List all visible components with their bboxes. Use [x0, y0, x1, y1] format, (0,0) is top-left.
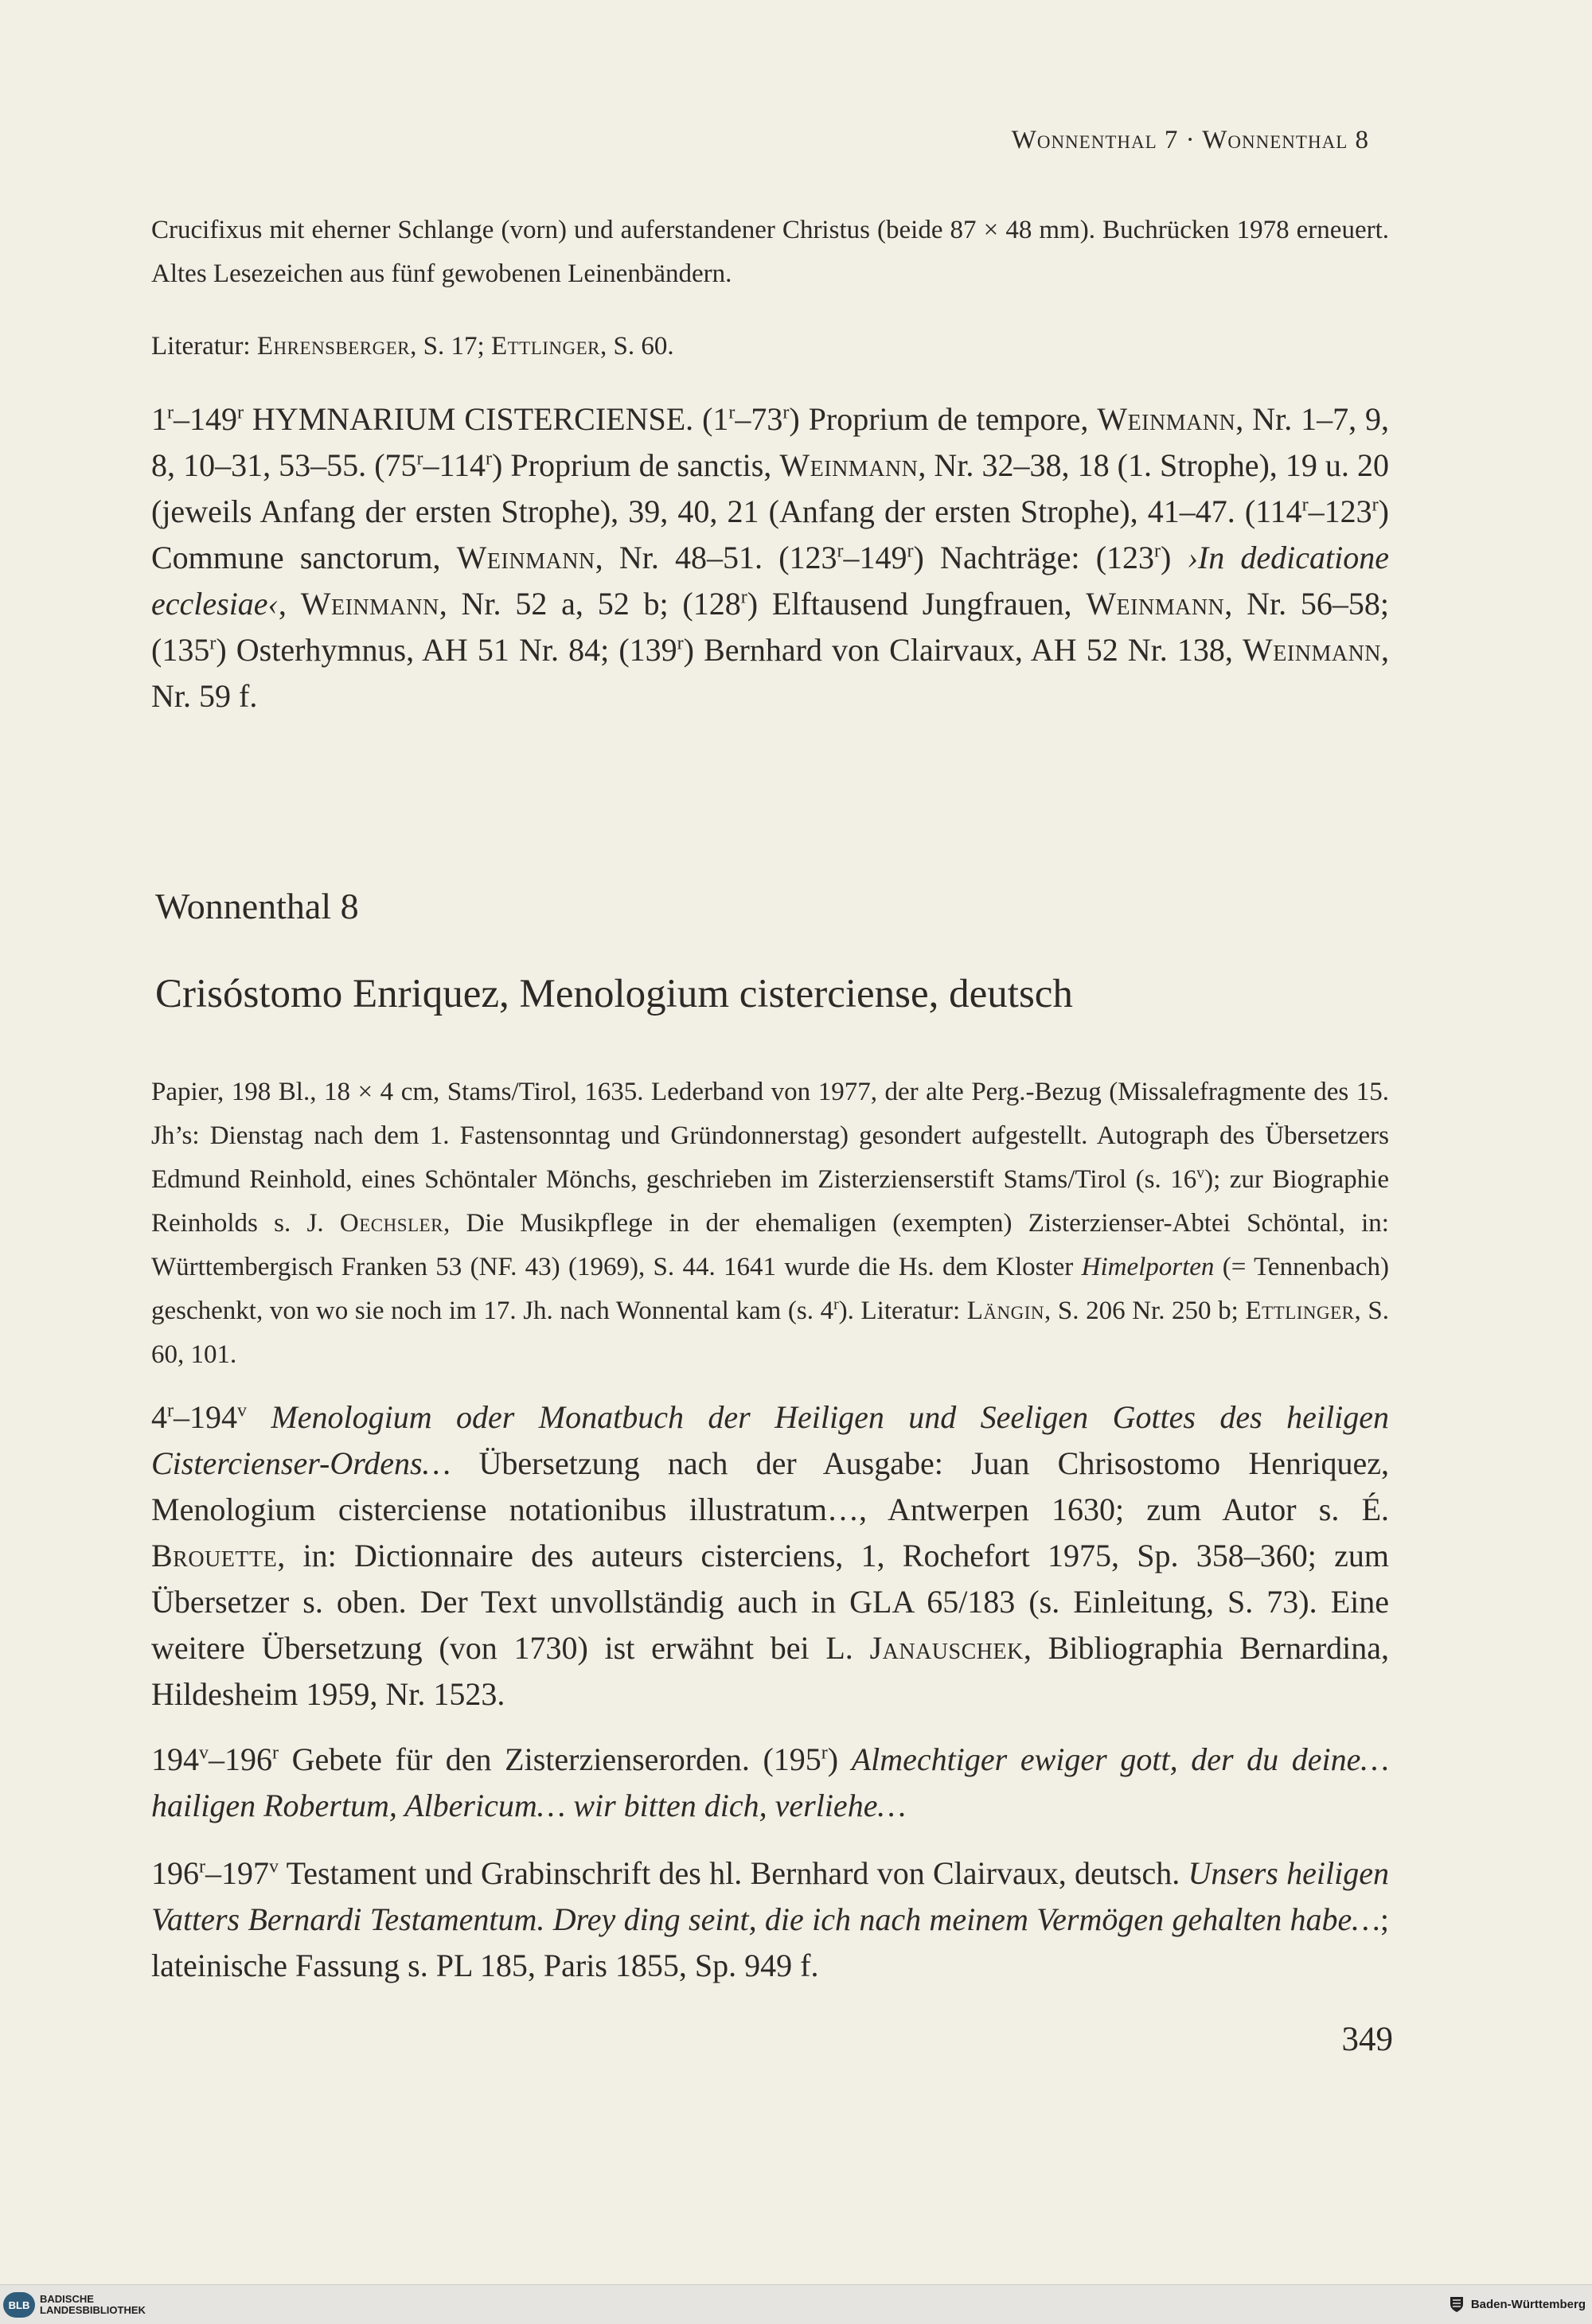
author-ettlinger: Ettlinger: [1245, 1297, 1355, 1325]
text: , Nr. 48–51. (123: [595, 540, 837, 575]
author-weinmann: Weinmann: [1243, 632, 1382, 668]
text: , in: Dictionnaire des auteurs cisterciens, 1, Rochefort 1975, Sp. 358–360; zum Übersetzer s. oben. Der Text unvollständig auch in GLA 65/183 (s. Einleitung, S. 73). Eine weitere Übersetzung (von 1730) ist erwähnt bei L.: [151, 1538, 1389, 1666]
sup: r: [782, 402, 790, 423]
text: Papier, 198 Bl., 18 × 4 cm, Stams/Tirol, 1635. Lederband von 1977, der alte Perg.-Bezug (Missalefragmente des 15. Jh’s: Dienstag nach dem 1. Fastensonntag und Gründonnerstag) gesondert aufgestellt. Autograph des Übersetzers Edmund Reinhold, eines Schöntaler Mönchs, geschrieben im Zisterzienserstift Stams/Tirol (s. 16: [151, 1078, 1389, 1194]
menologium-entry: [151, 1394, 1389, 1718]
folio: 4: [151, 1399, 167, 1435]
folio: –196: [209, 1741, 272, 1777]
author-laengin: Längin: [966, 1297, 1045, 1325]
sup: r: [272, 1742, 279, 1764]
sup: r: [833, 1296, 839, 1313]
text: Testament und Grabinschrift des hl. Bernhard von Clairvaux, deutsch.: [279, 1855, 1188, 1891]
literature-line: [151, 325, 1389, 368]
text: –73: [735, 401, 783, 437]
text: ). Literatur:: [838, 1297, 967, 1325]
text: ) Bernhard von Clairvaux, AH 52 Nr. 138,: [683, 632, 1243, 668]
text: [247, 1399, 271, 1435]
text: (= Tennenbach) geschenkt, von wo sie noch im 17. Jh. nach Wonnental kam (s. 4: [151, 1253, 1389, 1325]
hymnarium-entry: [151, 396, 1389, 719]
sup: v: [199, 1742, 209, 1764]
folio: –194: [174, 1399, 237, 1435]
sup: r: [821, 1742, 828, 1764]
text: , S. 206 Nr. 250 b;: [1044, 1297, 1246, 1325]
author-ehrensberger: Ehrensberger: [256, 332, 411, 361]
folio: –197: [205, 1855, 269, 1891]
sup: r: [486, 448, 493, 470]
sup: r: [237, 402, 244, 423]
author-weinmann: Weinmann: [1086, 586, 1225, 622]
sup: r: [1154, 540, 1161, 562]
folio: 194: [151, 1741, 199, 1777]
sup: r: [416, 448, 423, 470]
author-weinmann: Weinmann: [1097, 401, 1236, 437]
sup: r: [199, 1856, 205, 1878]
binding-description: Crucifixus mit eherner Schlange (vorn) und auferstandener Christus (beide 87 × 48 mm). Buchrücken 1978 erneuert. Altes Lesezeichen aus fünf gewobenen Leinenbändern.: [151, 216, 1389, 288]
sup: r: [167, 402, 174, 423]
italic-incipit: Unsers heiligen Vatters Bernardi Testamentum. Drey ding seint, die ich nach meinem Vermögen gehalten habe…: [151, 1855, 1390, 1937]
italic-title: Menologium oder Monatbuch der Heiligen und Seeligen Gottes des heiligen Cistercienser-Ordens…: [151, 1399, 1390, 1481]
text: , Nr. 56–58; (135: [151, 586, 1390, 668]
lit-text: , S. 60.: [600, 332, 674, 361]
text: , Nr. 59 f.: [151, 632, 1390, 714]
italic-name: Himelporten: [1081, 1253, 1215, 1281]
blb-line1: BADISCHE: [40, 2293, 94, 2305]
blb-badge-icon: BLB: [3, 2292, 35, 2318]
intro-paragraph: [151, 209, 1389, 296]
blb-line2: LANDESBIBLIOTHEK: [40, 2304, 146, 2316]
sup: r: [837, 540, 844, 562]
sup: r: [1301, 494, 1309, 516]
sup: v: [1196, 1164, 1205, 1182]
text: HYMNARIUM CISTERCIENSE. (1: [244, 401, 729, 437]
manuscript-description: [151, 1070, 1389, 1377]
testament-entry: [151, 1850, 1389, 1989]
prayers-entry: [151, 1737, 1389, 1829]
author-weinmann: Weinmann: [300, 586, 439, 622]
sup: v: [237, 1400, 247, 1421]
sup: r: [1372, 494, 1379, 516]
blb-logo-text: [40, 2294, 146, 2316]
italic-title: ›In dedicatione ecclesiae‹: [151, 540, 1389, 622]
text: , Nr. 1–7, 9, 8, 10–31, 53–55. (75: [151, 401, 1390, 483]
text: Gebete für den Zisterzienserorden. (195: [279, 1741, 821, 1777]
text: ) Nachträge: (123: [913, 540, 1155, 575]
author-weinmann: Weinmann: [456, 540, 595, 575]
text: –114: [423, 447, 486, 483]
text: –149: [843, 540, 907, 575]
section-number: Wonnenthal 8: [155, 886, 359, 926]
author-oechsler: Oechsler: [339, 1209, 443, 1238]
lit-text: , S. 17;: [410, 332, 491, 361]
bw-logo-text: Baden-Württemberg: [1470, 2297, 1586, 2311]
coat-of-arms-icon: [1447, 2295, 1466, 2314]
blb-logo[interactable]: [3, 2292, 146, 2318]
text: ) Proprium de sanctis,: [492, 447, 780, 483]
section-title: Crisóstomo Enriquez, Menologium cisterciense, deutsch: [155, 972, 1073, 1016]
sup: r: [167, 1400, 174, 1421]
text: , S. 60, 101.: [151, 1297, 1389, 1369]
author-janauschek: Janauschek: [869, 1630, 1024, 1666]
sup: v: [269, 1856, 279, 1878]
text: ) Elftausend Jungfrauen,: [747, 586, 1087, 622]
text: ) Proprium de tempore,: [789, 401, 1098, 437]
author-ettlinger: Ettlinger: [490, 332, 601, 361]
folio: 1: [151, 401, 167, 437]
text: ); zur Biographie Reinholds s. J.: [151, 1165, 1389, 1238]
sup: r: [728, 402, 736, 423]
bw-logo[interactable]: [1447, 2295, 1586, 2314]
text: ) Commune sanctorum,: [151, 493, 1389, 575]
text: –123: [1308, 493, 1372, 529]
folio: –149: [174, 401, 237, 437]
text: ,: [278, 586, 301, 622]
text: , Nr. 32–38, 18 (1. Strophe), 19 u. 20 (jeweils Anfang der ersten Strophe), 39, 40, 21 (Anfang der ersten Strophe), 41–47. (114: [151, 447, 1389, 529]
text: , Nr. 52 a, 52 b; (128: [439, 586, 741, 622]
folio: 196: [151, 1855, 199, 1891]
sup: r: [209, 633, 217, 654]
italic-incipit: Almechtiger ewiger gott, der du deine… hailigen Robertum, Albericum… wir bitten dich, verliehe…: [151, 1741, 1389, 1823]
viewer-footer: [0, 2284, 1592, 2324]
text: Übersetzung nach der Ausgabe: Juan Chrisostomo Henriquez, Menologium cisterciense notationibus illustratum…, Antwerpen 1630; zum Autor s. É.: [151, 1445, 1389, 1527]
author-brouette: Brouette: [151, 1538, 278, 1573]
sup: r: [907, 540, 914, 562]
lit-label: Literatur:: [151, 332, 257, 361]
page-number: 349: [1341, 2021, 1393, 2058]
text: ): [827, 1741, 852, 1777]
text: , Bibliographia Bernardina, Hildesheim 1959, Nr. 1523.: [151, 1630, 1390, 1712]
text: ): [1161, 540, 1188, 575]
text: ) Osterhymnus, AH 51 Nr. 84; (139: [216, 632, 677, 668]
sup: r: [740, 587, 747, 608]
running-head: Wonnenthal 7 · Wonnenthal 8: [1011, 126, 1369, 154]
text: , Die Musikpflege in der ehemaligen (exempten) Zisterzienser-Abtei Schöntal, in: Württembergisch Franken 53 (NF. 43) (1969), S. 44. 1641 wurde die Hs. dem Kloster: [151, 1209, 1389, 1281]
sup: r: [677, 633, 684, 654]
text: ; lateinische Fassung s. PL 185, Paris 1855, Sp. 949 f.: [151, 1901, 1389, 1983]
author-weinmann: Weinmann: [779, 447, 919, 483]
